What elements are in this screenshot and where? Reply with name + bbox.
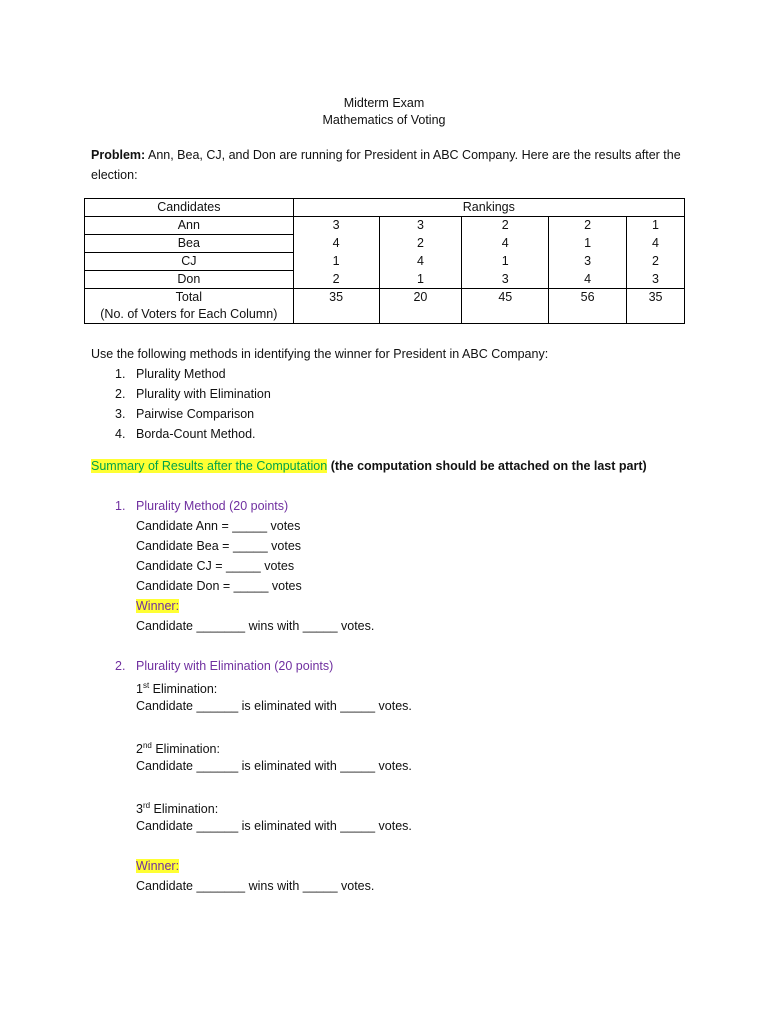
section-1-points: (20 points) xyxy=(225,499,289,513)
vote-line-don: Candidate Don = _____ votes xyxy=(136,579,302,593)
section-2-winner-line: Candidate _______ wins with _____ votes. xyxy=(136,879,375,893)
exam-title: Midterm Exam xyxy=(343,96,425,110)
method-number: 2. xyxy=(115,387,126,401)
total-cell: 45 xyxy=(462,289,549,324)
ranking-cell: 1 xyxy=(549,235,627,253)
method-item: Pairwise Comparison xyxy=(136,407,255,421)
elimination-label: Elimination: xyxy=(150,802,219,817)
elimination-2-heading xyxy=(136,738,220,757)
elimination-ordinal: 1 xyxy=(136,682,143,697)
total-label-line-1: Total xyxy=(175,290,203,304)
ordinal-suffix: nd xyxy=(142,741,152,750)
ranking-cell: 4 xyxy=(627,235,685,253)
ranking-cell: 2 xyxy=(627,253,685,271)
ranking-cell: 1 xyxy=(627,217,685,235)
table-total-row xyxy=(85,289,685,324)
ranking-cell: 3 xyxy=(462,271,549,289)
ranking-cell: 4 xyxy=(379,253,462,271)
ranking-cell: 4 xyxy=(462,235,549,253)
summary-highlight: Summary of Results after the Computation xyxy=(91,459,328,473)
ranking-cell: 4 xyxy=(549,271,627,289)
problem-line-1 xyxy=(91,147,681,163)
total-cell: 20 xyxy=(379,289,462,324)
elimination-ordinal: 3 xyxy=(136,802,143,817)
results-table xyxy=(84,198,685,324)
total-cell: 35 xyxy=(293,289,379,324)
ranking-cell: 2 xyxy=(549,217,627,235)
elimination-label: Elimination: xyxy=(149,682,218,697)
total-label-line-2: (No. of Voters for Each Column) xyxy=(100,307,278,321)
vote-line-ann: Candidate Ann = _____ votes xyxy=(136,519,301,533)
section-1-winner-line: Candidate _______ wins with _____ votes. xyxy=(136,619,375,633)
section-2-winner-label xyxy=(136,858,179,874)
ranking-cell: 1 xyxy=(293,253,379,271)
candidate-name: Don xyxy=(85,271,294,289)
candidate-name: CJ xyxy=(85,253,294,271)
ranking-cell: 4 xyxy=(293,235,379,253)
table-row xyxy=(85,217,685,235)
method-number: 4. xyxy=(115,427,126,441)
elimination-label: Elimination: xyxy=(151,742,220,757)
elimination-3-line: Candidate ______ is eliminated with _____ votes. xyxy=(136,819,412,833)
ranking-cell: 3 xyxy=(549,253,627,271)
elimination-ordinal: 2 xyxy=(136,742,143,757)
problem-text: Ann, Bea, CJ, and Don are running for President in ABC Company. Here are the results after the xyxy=(147,148,681,162)
vote-line-bea: Candidate Bea = _____ votes xyxy=(136,539,302,553)
ranking-cell: 1 xyxy=(462,253,549,271)
ranking-cell: 1 xyxy=(379,271,462,289)
section-1-winner-label xyxy=(136,598,179,614)
method-item: Borda-Count Method. xyxy=(136,427,256,441)
total-label xyxy=(85,289,294,324)
method-number: 3. xyxy=(115,407,126,421)
ranking-cell: 2 xyxy=(462,217,549,235)
ordinal-suffix: st xyxy=(142,681,150,690)
table-row xyxy=(85,253,685,271)
candidate-name: Ann xyxy=(85,217,294,235)
problem-line-2: election: xyxy=(91,168,138,182)
elimination-1-line: Candidate ______ is eliminated with _____ votes. xyxy=(136,699,412,713)
vote-line-cj: Candidate CJ = _____ votes xyxy=(136,559,295,573)
section-2-points: (20 points) xyxy=(270,659,334,673)
table-header-row xyxy=(85,199,685,217)
total-cell: 35 xyxy=(627,289,685,324)
header-rankings: Rankings xyxy=(293,199,684,217)
ranking-cell: 2 xyxy=(293,271,379,289)
summary-heading xyxy=(91,458,647,474)
method-item: Plurality Method xyxy=(136,367,226,381)
elimination-2-line: Candidate ______ is eliminated with _____ votes. xyxy=(136,759,412,773)
method-number: 1. xyxy=(115,367,126,381)
section-1-number: 1. xyxy=(115,499,126,513)
section-2-number: 2. xyxy=(115,659,126,673)
method-item: Plurality with Elimination xyxy=(136,387,271,401)
ordinal-suffix: rd xyxy=(142,801,151,810)
ranking-cell: 3 xyxy=(379,217,462,235)
exam-subtitle: Mathematics of Voting xyxy=(322,113,446,127)
methods-intro: Use the following methods in identifying the winner for President in ABC Company: xyxy=(91,347,549,361)
header-candidates: Candidates xyxy=(85,199,294,217)
ranking-cell: 3 xyxy=(627,271,685,289)
section-1-title: Plurality Method xyxy=(136,499,226,513)
problem-label: Problem: xyxy=(91,148,146,162)
table-row xyxy=(85,235,685,253)
elimination-3-heading xyxy=(136,798,218,817)
elimination-1-heading xyxy=(136,678,217,697)
total-cell: 56 xyxy=(549,289,627,324)
candidate-name: Bea xyxy=(85,235,294,253)
ranking-cell: 2 xyxy=(379,235,462,253)
section-2-heading xyxy=(136,658,333,674)
winner-label: Winner: xyxy=(136,599,180,613)
section-1-heading xyxy=(136,498,288,514)
winner-label: Winner: xyxy=(136,859,180,873)
summary-note: (the computation should be attached on the last part) xyxy=(327,459,647,473)
section-2-title: Plurality with Elimination xyxy=(136,659,271,673)
ranking-cell: 3 xyxy=(293,217,379,235)
table-row xyxy=(85,271,685,289)
